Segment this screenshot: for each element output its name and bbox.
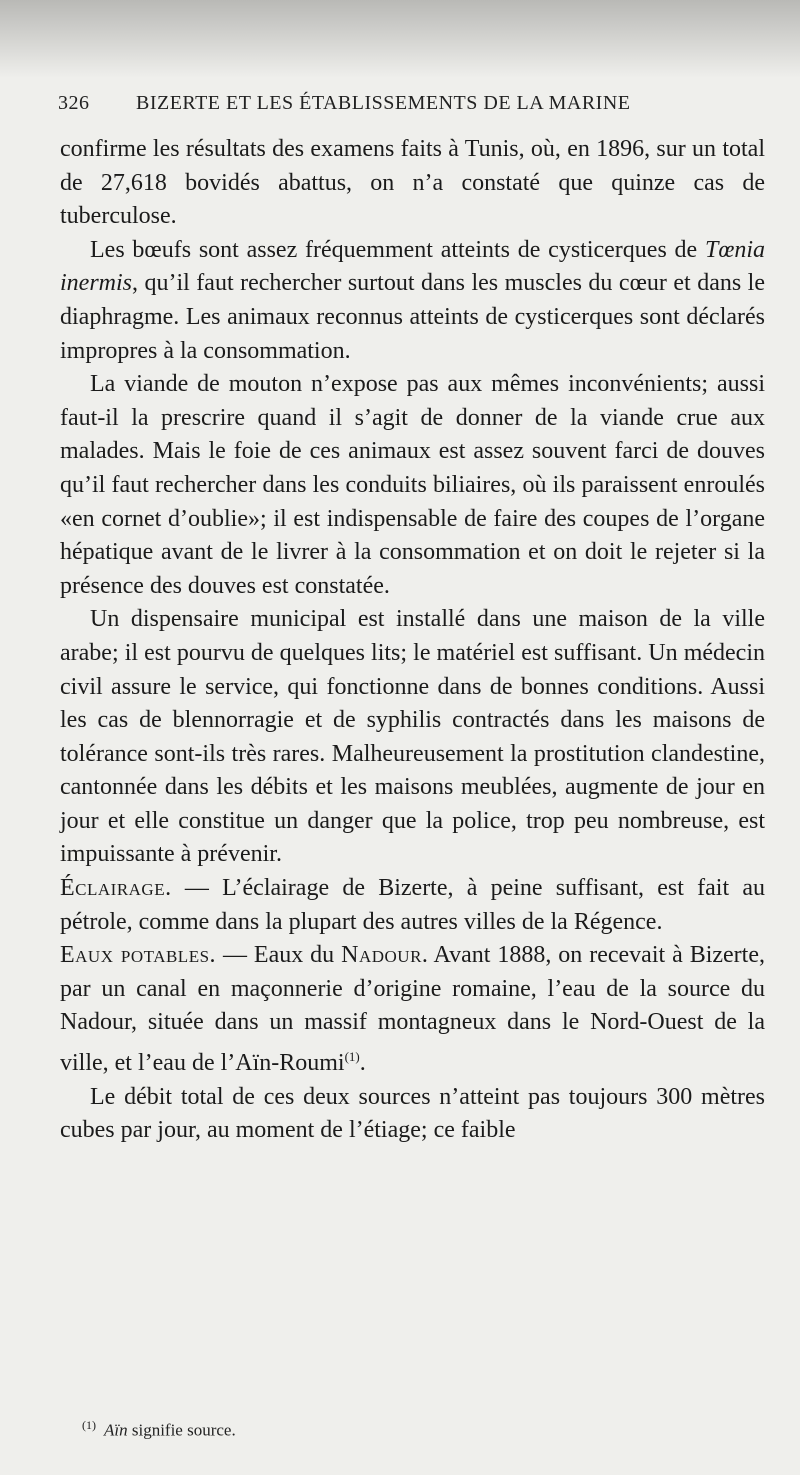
section-eclairage: [60, 872, 765, 939]
paragraph-tuberculose: confirme les résultats des examens faits à Tunis, où, en 1896, sur un total de 27,618 bovidés abattus, on n’a constaté que quinze cas de tuberculose.: [60, 136, 765, 230]
page-number: 326: [58, 92, 90, 114]
footnote-term: Aïn: [104, 1420, 128, 1440]
species-name: Tœnia inermis: [60, 236, 765, 297]
section-heading-eclairage: Éclairage.: [60, 875, 172, 902]
book-page: [60, 92, 765, 1148]
footnote-marker: (1): [82, 1418, 96, 1432]
paragraph-cysticerques: [60, 234, 765, 368]
footnote-text: signifie source.: [127, 1420, 236, 1440]
paragraph-debit: Le débit total de ces deux sources n’atteint pas toujours 300 mètres cubes par jour, au moment de l’étiage; ce faible: [60, 1083, 765, 1144]
eaux-text-2: . Avant 1888, on recevait à Bizerte, par un canal en maçonnerie d’origine romaine, l’eau de la source du Nadour, située dans un massif montagneux dans le Nord-Ouest de la ville, et l’eau de l’Aïn-Roumi: [60, 942, 765, 1077]
footnote-reference: (1): [344, 1049, 360, 1065]
scan-top-shadow: [0, 0, 800, 78]
paragraph-mouton: La viande de mouton n’expose pas aux mêmes inconvénients; aussi faut-il la prescrire quand il s’agit de donner de la viande crue aux malades. Mais le foie de ces animaux est assez souvent farci de douves qu’il faut rechercher dans les conduits biliaires, où ils paraissent enroulés «en cornet d’oublie»; il est indispensable de faire des coupes de l’organe hépatique avant de le livrer à la consommation et on doit le rejeter si la présence des douves est constatée.: [60, 371, 765, 599]
section-eaux-potables: [60, 939, 765, 1080]
paragraph-cysticerques-start: Les bœufs sont assez fréquemment atteints de cysticerques de: [90, 236, 705, 263]
eaux-text-3: .: [359, 1050, 366, 1077]
body-text: [60, 133, 765, 1148]
footnote: [82, 1418, 236, 1441]
eclairage-text: — L’éclairage de Bizerte, à peine suffisant, est fait au pétrole, comme dans la plupart des autres villes de la Régence.: [60, 875, 765, 935]
running-title: BIZERTE ET LES ÉTABLISSEMENTS DE LA MARINE: [136, 92, 631, 114]
section-heading-eaux: Eaux potables.: [60, 942, 217, 969]
running-header: [60, 92, 765, 115]
paragraph-dispensaire: Un dispensaire municipal est installé dans une maison de la ville arabe; il est pourvu de quelques lits; le matériel est suffisant. Un médecin civil assure le service, qui fonctionne dans de bonnes conditions. Aussi les cas de blennorragie et de syphilis contractés dans les maisons de tolérance sont-ils très rares. Malheureusement la prostitution clandestine, cantonnée dans les débits et les maisons meublées, augmente de jour en jour et elle constitue un danger que la police, trop peu nombreuse, est impuissante à prévenir.: [60, 606, 765, 868]
nadour-smallcaps: Nadour: [341, 942, 422, 969]
eaux-text-1: — Eaux du: [216, 942, 342, 969]
paragraph-cysticerques-end: , qu’il faut rechercher surtout dans les muscles du cœur et dans le diaphragme. Les animaux reconnus atteints de cysticerques sont déclarés impropres à la consommation.: [60, 270, 765, 364]
